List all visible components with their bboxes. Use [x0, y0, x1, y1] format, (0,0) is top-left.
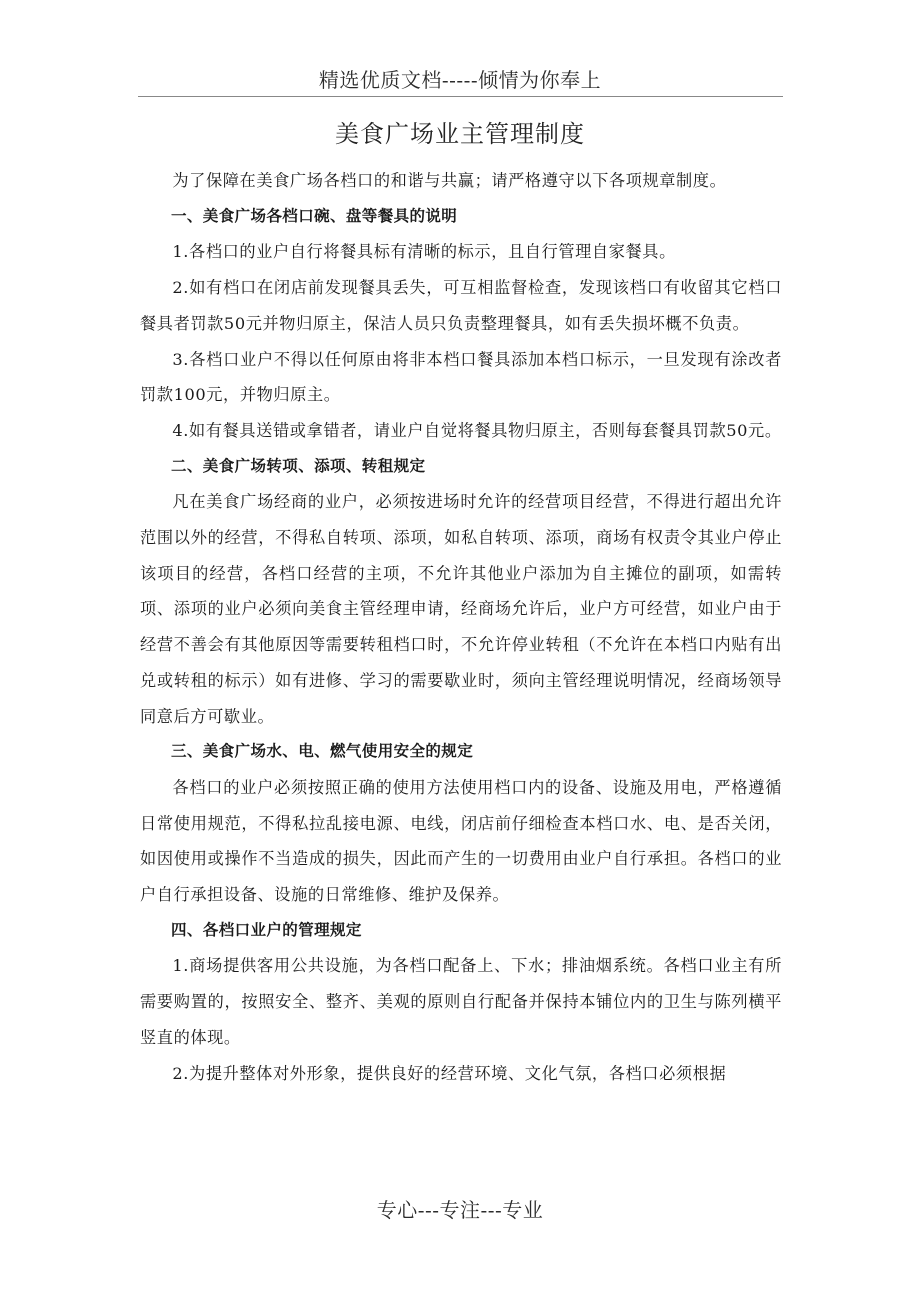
- section-2-paragraph: 凡在美食广场经商的业户，必须按进场时允许的经营项目经营，不得进行超出允许范围以外的经营，不得私自转项、添项，如私自转项、添项，商场有权责令其业户停止该项目的经营，各档口经营的主项，不允许其他业户添加为自主摊位的副项，如需转项、添项的业户必须向美食主管经理申请，经商场允许后，业户方可经营，如业户由于经营不善会有其他原因等需要转租档口时，不允许停业转租（不允许在本档口内贴有出兑或转租的标示）如有进修、学习的需要歇业时，须向主管经理说明情况，经商场领导同意后方可歇业。: [140, 492, 782, 726]
- section-1-heading: 一、美食广场各档口碗、盘等餐具的说明: [171, 206, 458, 225]
- section-1-item-3: 3.各档口业户不得以任何原由将非本档口餐具添加本档口标示，一旦发现有涂改者罚款100元，并物归原主。: [140, 349, 782, 405]
- header-divider: [138, 96, 783, 97]
- page-header: 精选优质文档-----倾情为你奉上: [318, 68, 602, 92]
- section-2-heading: 二、美食广场转项、添项、转租规定: [171, 456, 426, 475]
- section-1-item-2: 2.如有档口在闭店前发现餐具丢失，可互相监督检查，发现该档口有收留其它档口餐具者罚款50元并物归原主，保洁人员只负责整理餐具，如有丢失损坏概不负责。: [140, 278, 782, 333]
- section-3-paragraph: 各档口的业户必须按照正确的使用方法使用档口内的设备、设施及用电，严格遵循日常使用规范，不得私拉乱接电源、电线，闭店前仔细检查本档口水、电、是否关闭，如因使用或操作不当造成的损失，因此而产生的一切费用由业户自行承担。各档口的业户自行承担设备、设施的日常维修、维护及保养。: [140, 777, 782, 905]
- section-4-item-2: 2.为提升整体对外形象，提供良好的经营环境、文化气氛，各档口必须根据: [172, 1063, 727, 1083]
- page-footer: 专心---专注---专业: [376, 1198, 544, 1222]
- section-3-heading: 三、美食广场水、电、燃气使用安全的规定: [171, 742, 474, 761]
- section-1-item-1: 1.各档口的业户自行将餐具标有清晰的标示，且自行管理自家餐具。: [172, 242, 676, 262]
- intro-paragraph: 为了保障在美食广场各档口的和谐与共赢；请严格遵守以下各项规章制度。: [172, 171, 727, 190]
- section-4-heading: 四、各档口业户的管理规定: [171, 920, 362, 939]
- document-body: [140, 163, 782, 1091]
- document-title: 美食广场业主管理制度: [335, 120, 585, 148]
- section-1-item-4: 4.如有餐具送错或拿错者，请业户自觉将餐具物归原主，否则每套餐具罚款50元。: [172, 420, 782, 440]
- section-4-item-1: 1.商场提供客用公共设施，为各档口配备上、下水；排油烟系统。各档口业主有所需要购置的，按照安全、整齐、美观的原则自行配备并保持本铺位内的卫生与陈列横平竖直的体现。: [140, 956, 782, 1047]
